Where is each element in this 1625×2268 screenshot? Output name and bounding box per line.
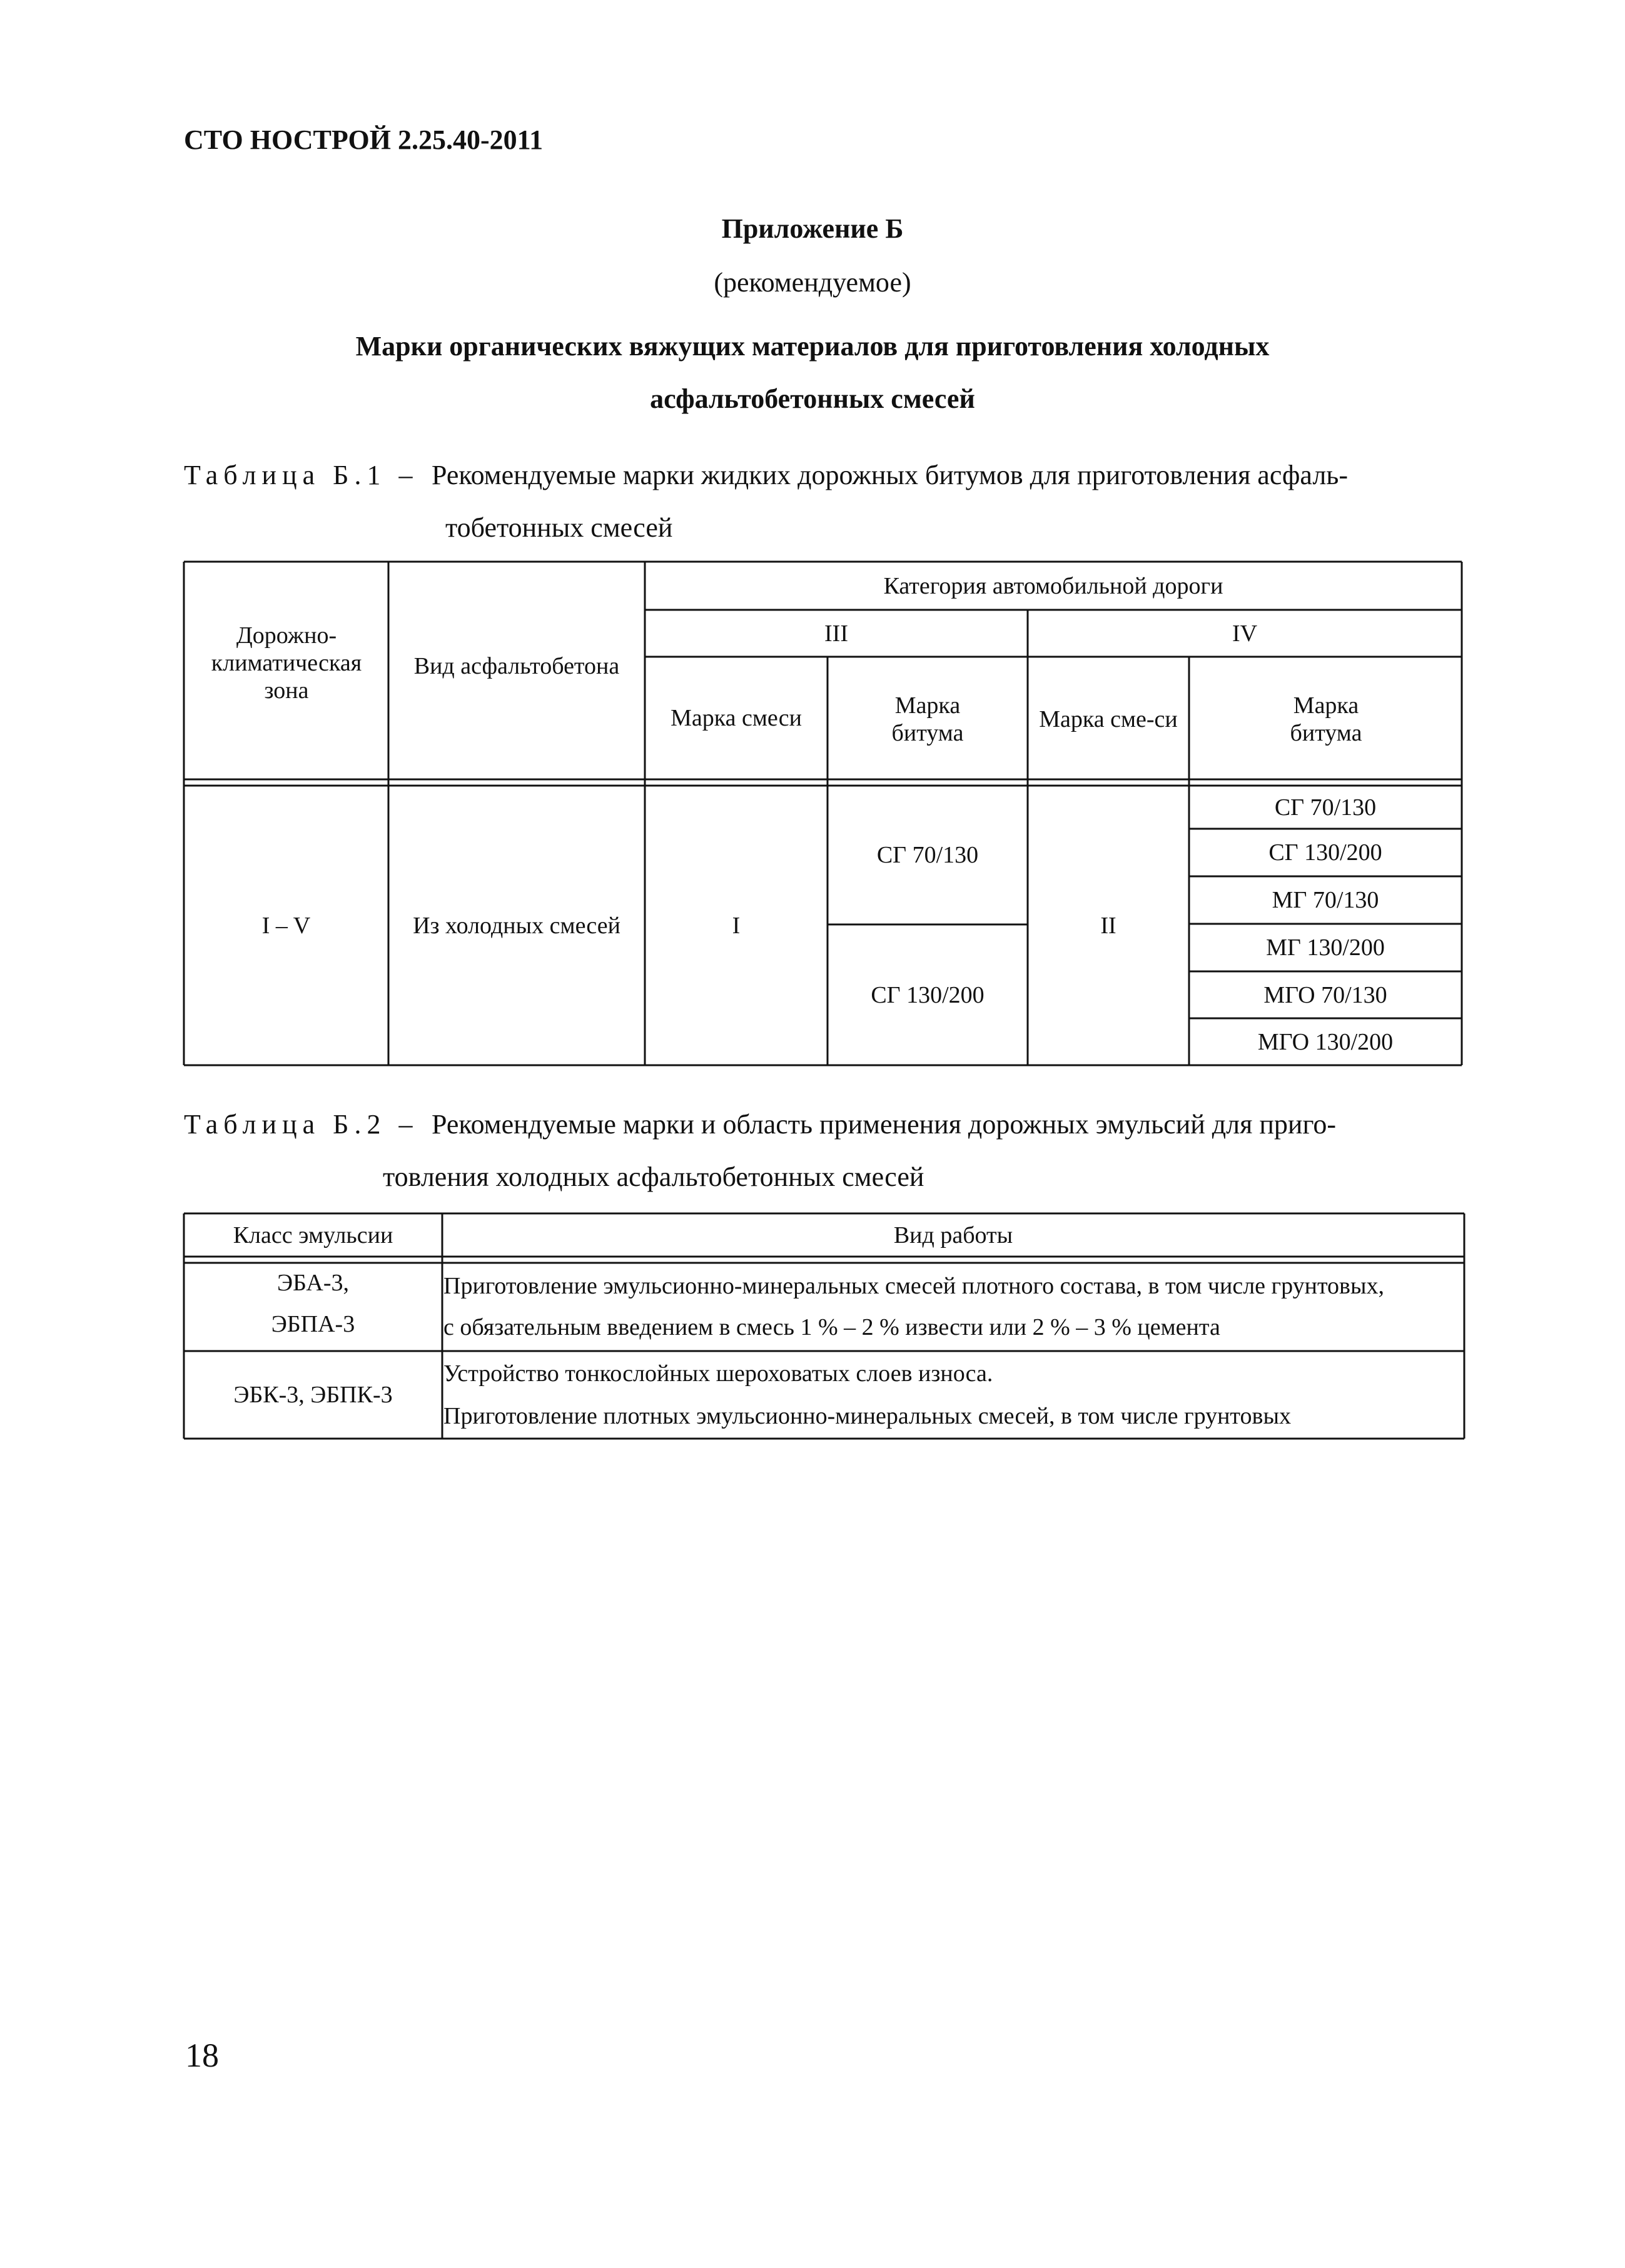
table2-class-value: ЭБК-3, ЭБПК-3 xyxy=(233,1382,393,1408)
table1-bitumen4-value: СГ 130/200 xyxy=(1268,839,1382,866)
table1-bitumen4-value: МГО 70/130 xyxy=(1263,981,1387,1008)
table2-class-value: ЭБПА-3 xyxy=(271,1311,355,1337)
table2-caption-label: Таблица Б.2 – xyxy=(184,1109,418,1140)
table2-work-value: Приготовление эмульсионно-минеральных смесей плотного состава, в том числе грунтовых, xyxy=(443,1273,1385,1299)
table1-header-mix4: Марка сме-си xyxy=(1039,706,1178,732)
table1-header-bitumen3: Марка битума xyxy=(891,692,964,746)
table1-caption-line1: Рекомендуемые марки жидких дорожных битумов для приготовления асфаль- xyxy=(432,460,1348,490)
table1-bitumen3-value: СГ 130/200 xyxy=(871,981,985,1008)
table1-header-cat3: III xyxy=(824,620,848,647)
appendix-heading-line1: Марки органических вяжущих материалов для приготовления холодных xyxy=(355,331,1270,362)
document-code: СТО НОСТРОЙ 2.25.40-2011 xyxy=(184,124,544,155)
appendix-title: Приложение Б xyxy=(721,213,904,244)
table2-work-value: Устройство тонкослойных шероховатых слоев износа. xyxy=(443,1360,993,1387)
table1-header-mix3: Марка смеси xyxy=(671,705,802,731)
table1-bitumen4-value: МГ 130/200 xyxy=(1266,934,1385,961)
table1-zone-value: I – V xyxy=(261,912,311,939)
table1-bitumen4-value: МГ 70/130 xyxy=(1272,887,1379,913)
table1-header-zone: Дорожно-климатическая зона xyxy=(211,622,362,704)
table1-bitumen4-value: СГ 70/130 xyxy=(1274,794,1377,821)
table1-bitumen3-value: СГ 70/130 xyxy=(876,842,979,868)
appendix-heading-line2: асфальтобетонных смесей xyxy=(650,383,975,414)
table2-header-class: Класс эмульсии xyxy=(233,1222,393,1248)
table1-kind-value: Из холодных смесей xyxy=(413,912,620,939)
table1-mix4-value: II xyxy=(1100,912,1116,939)
table1-header-cat4: IV xyxy=(1232,620,1258,647)
table2-work-value: с обязательным введением в смесь 1 % – 2 % извести или 2 % – 3 % цемента xyxy=(443,1314,1220,1340)
table2-work-value: Приготовление плотных эмульсионно-минеральных смесей, в том числе грунтовых xyxy=(443,1403,1291,1429)
table1-bitumen4-value: МГО 130/200 xyxy=(1257,1028,1394,1055)
table2-caption-line1: Рекомендуемые марки и область применения дорожных эмульсий для приго- xyxy=(432,1109,1337,1140)
table1-caption-line2: тобетонных смесей xyxy=(445,512,673,543)
appendix-status: (рекомендуемое) xyxy=(714,267,911,298)
table1-header-bitumen4: Марка битума xyxy=(1290,692,1362,746)
table1-mix3-value: I xyxy=(732,912,741,939)
table1-header-category: Категория автомобильной дороги xyxy=(883,572,1223,599)
table1-header-kind: Вид асфальтобетона xyxy=(413,653,620,679)
table2-class-value: ЭБА-3, xyxy=(276,1270,349,1296)
page-number: 18 xyxy=(185,2037,219,2074)
table2-caption-line2: товления холодных асфальтобетонных смесей xyxy=(383,1162,924,1192)
table1-caption-label: Таблица Б.1 – xyxy=(184,460,418,490)
table2-header-work: Вид работы xyxy=(893,1222,1013,1248)
